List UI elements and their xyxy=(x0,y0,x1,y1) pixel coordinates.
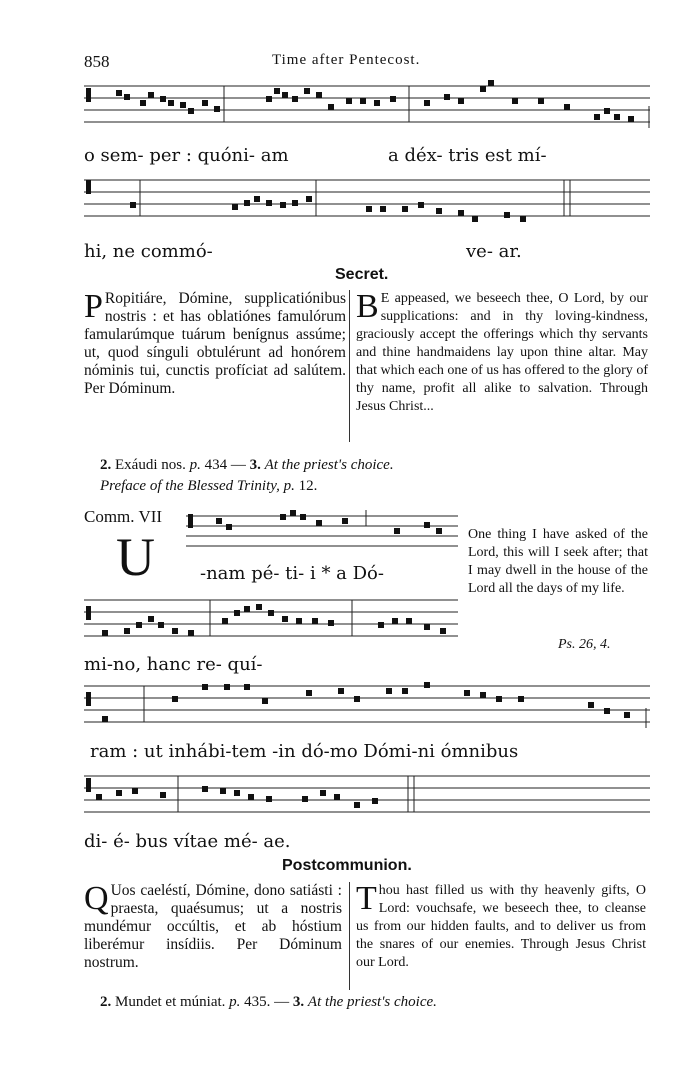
chant-lyrics-5: ram : ut inhábi-tem -in dó-mo Dómi-ni ómnibus xyxy=(90,741,519,762)
chant-lyrics-6: di- é- bus vítae mé- ae. xyxy=(84,831,291,852)
chant-lyrics-1b: a déx- tris est mí- xyxy=(388,145,547,166)
communion-ref: Ps. 26, 4. xyxy=(558,637,611,652)
chant-staff-3 xyxy=(186,508,458,566)
communion-initial: U xyxy=(116,527,155,587)
dropcap-b: B xyxy=(356,288,379,325)
secret-latin-text: Ropitiáre, Dómine, supplicatiónibus nostris : et has oblatiónes famulórum famularúmque tuárum benígnus assúme; ut, quod sínguli obtulérunt ad honórem nóminis tui, cunctis profíciat ad salútem. Per Dóminum. xyxy=(84,290,346,397)
running-title: Time after Pentecost. xyxy=(272,52,421,68)
communion-lyrics-2: mi-no, hanc re- quí- xyxy=(84,654,263,675)
chant-lyrics-2a: hi, ne commó- xyxy=(84,241,213,262)
chant-staff-1 xyxy=(84,78,650,136)
column-divider-2 xyxy=(349,882,350,990)
chant-lyrics-1a: o sem- per : quóni- am xyxy=(84,145,289,166)
rubric-line-1: 2. Exáudi nos. p. 434 — 3. At the priest's choice. xyxy=(100,457,394,473)
staff-lines xyxy=(186,508,458,558)
rubric-line-3: 2. Mundet et múniat. p. 435. — 3. At the priest's choice. xyxy=(100,994,437,1010)
staff-lines xyxy=(84,768,650,826)
secret-latin xyxy=(84,290,346,398)
page-number: 858 xyxy=(84,52,110,71)
chant-staff-2 xyxy=(84,172,650,230)
communion-english: One thing I have asked of the Lord, this will I seek after; that I may dwell in the house of the Lord all the days of my life. xyxy=(468,527,648,596)
secret-heading: Secret. xyxy=(335,266,389,283)
secret-english xyxy=(356,290,648,416)
dropcap-t: T xyxy=(356,880,377,917)
communion-lyrics-1: -nam pé- ti- i * a Dó- xyxy=(200,563,384,584)
chant-staff-6 xyxy=(84,768,650,826)
staff-lines xyxy=(84,678,650,736)
postcommunion-english xyxy=(356,882,646,972)
dropcap-q: Q xyxy=(84,880,109,917)
postcommunion-latin xyxy=(84,882,342,972)
staff-lines xyxy=(84,592,458,650)
chant-staff-5 xyxy=(84,678,650,736)
communion-label: Comm. VII xyxy=(84,507,163,526)
column-divider xyxy=(349,290,350,442)
staff-lines xyxy=(84,78,650,136)
rubric-line-2: Preface of the Blessed Trinity, p. 12. xyxy=(100,478,318,494)
dropcap-p: P xyxy=(84,288,103,325)
chant-lyrics-2b: ve- ar. xyxy=(466,241,522,262)
postcommunion-english-text: hou hast filled us with thy heavenly gifts, O Lord: vouchsafe, we beseech thee, to cleanse us from our hidden faults, and to deliver us from the snares of our enemies. Through Jesus Christ our Lord. xyxy=(356,883,646,970)
postcommunion-heading: Postcommunion. xyxy=(282,857,412,874)
staff-lines xyxy=(84,172,650,230)
secret-english-text: E appeased, we beseech thee, O Lord, by our supplications: and in thy loving-kindness, graciously accept the offerings which thy servants and thine handmaidens lay upon thine altar. May that which each one of us has offered to the glory of thy name, profit all alike to salvation. Through Jesus Christ... xyxy=(356,291,648,414)
chant-staff-4 xyxy=(84,592,458,650)
postcommunion-latin-text: Uos caeléstí, Dómine, dono satiásti : praesta, quaésumus; ut a nostris mundémur occúltis, et ab hóstium liberémur insídiis. Per Dóminum nostrum. xyxy=(84,882,342,971)
